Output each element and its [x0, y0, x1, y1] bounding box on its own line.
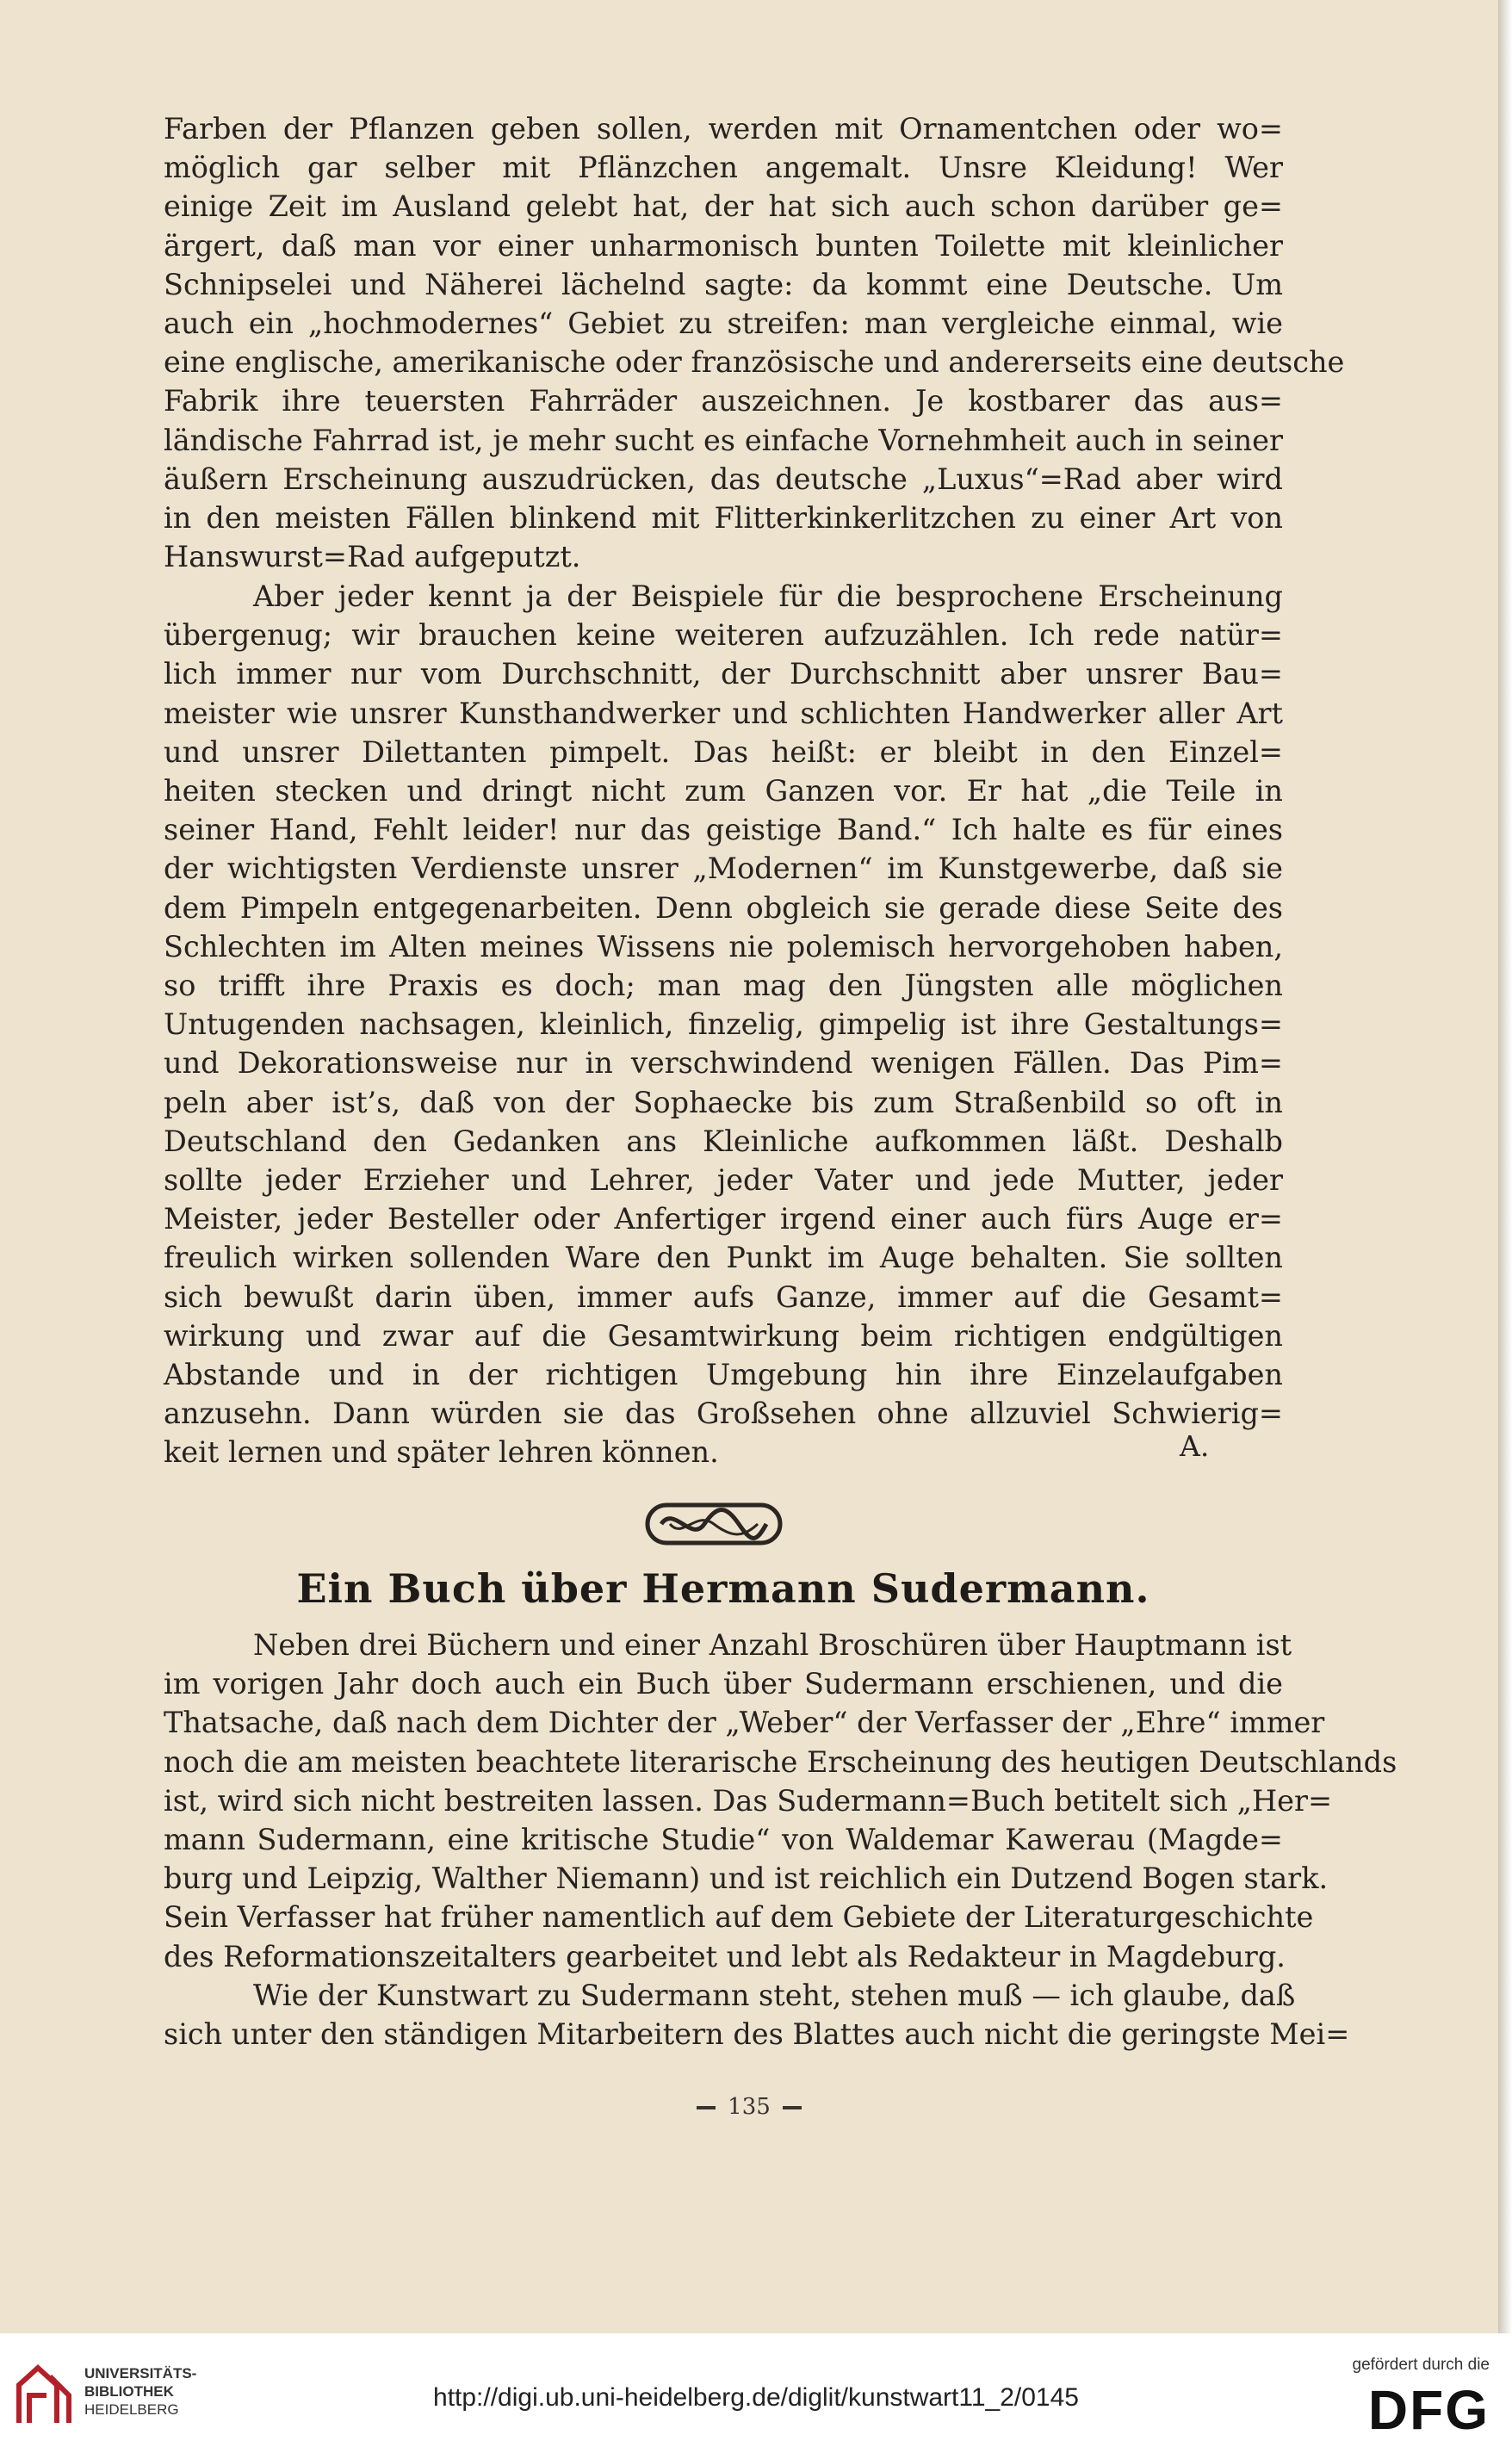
text-line: der wichtigsten Verdienste unsrer „Modernen“ im Kunstgewerbe, daß sie [164, 852, 1283, 886]
text-line: burg und Leipzig, Walther Niemann) und ist reichlich ein Dutzend Bogen stark. [164, 1862, 1329, 1896]
text-line: Wie der Kunstwart zu Sudermann steht, stehen muß — ich glaube, daß [253, 1979, 1296, 2012]
text-line: möglich gar selber mit Pflänzchen angemalt. Unsre Kleidung! Wer [164, 151, 1283, 185]
text-line: im vorigen Jahr doch auch ein Buch über Sudermann erschienen, und die [164, 1667, 1283, 1701]
article2-paragraph2 [164, 1976, 1350, 2054]
page-number-dash-left [697, 2106, 716, 2109]
text-line: in den meisten Fällen blinkend mit Flitterkinkerlitzchen zu einer Art von [164, 501, 1283, 536]
text-line: Untugenden nachsagen, kleinlich, finzelig, gimpelig ist ihre Gestaltungs= [164, 1007, 1283, 1042]
page-edge [1498, 0, 1512, 2333]
text-line: Schnipselei und Näherei lächelnd sagte: da kommt eine Deutsche. Um [164, 267, 1283, 301]
text-line: seiner Hand, Fehlt leider! nur das geistige Band.“ Ich halte es für eines [164, 813, 1283, 847]
dfg-logo: DFG [1367, 2379, 1490, 2441]
institution-line1: UNIVERSITÄTS- [84, 2365, 197, 2382]
text-line: Meister, jeder Besteller oder Anfertiger irgend einer auch fürs Auge er= [164, 1202, 1283, 1236]
text-line: so trifft ihre Praxis es doch; man mag den Jüngsten alle möglichen [164, 969, 1283, 1003]
text-line: einige Zeit im Ausland gelebt hat, der hat sich auch schon darüber ge= [164, 189, 1283, 224]
text-line: peln aber ist’s, daß von der Sophaecke bis zum Straßenbild so oft in [164, 1085, 1283, 1119]
text-line: mann Sudermann, eine kritische Studie“ von Waldemar Kawerau (Magde= [164, 1823, 1283, 1857]
funded-by-label: gefördert durch die [1352, 2356, 1490, 2374]
page-number-dash-right [783, 2106, 802, 2109]
text-line: ländische Fahrrad ist, je mehr sucht es einfache Vornehmheit auch in seiner [164, 423, 1283, 457]
source-url-link[interactable]: http://digi.ub.uni-heidelberg.de/diglit/kunstwart11_2/0145 [433, 2383, 1079, 2412]
text-line: meister wie unsrer Kunsthandwerker und schlichten Handwerker aller Art [164, 696, 1283, 730]
text-line: anzusehn. Dann würden sie das Großsehen ohne allzuviel Schwierig= [164, 1397, 1283, 1431]
text-line: dem Pimpeln entgegenarbeiten. Denn obgleich sie gerade diese Seite des [164, 890, 1283, 925]
text-line: Sein Verfasser hat früher namentlich auf dem Gebiete der Literaturgeschichte [164, 1900, 1314, 1935]
text-line: lich immer nur vom Durchschnitt, der Durchschnitt aber unsrer Bau= [164, 657, 1283, 691]
text-line: sich bewußt darin üben, immer aufs Ganze, immer auf die Gesamt= [164, 1279, 1283, 1314]
institution-line3: HEIDELBERG [84, 2401, 179, 2418]
article1-paragraph1 [164, 109, 1345, 576]
text-line: auch ein „hochmodernes“ Gebiet zu streifen: man vergleiche einmal, wie [164, 307, 1283, 341]
article1-signature: A. [1180, 1429, 1210, 1463]
text-line: Aber jeder kennt ja der Beispiele für die besprochene Erscheinung [253, 579, 1283, 613]
text-line: und unsrer Dilettanten pimpelt. Das heißt: er bleibt in den Einzel= [164, 734, 1283, 769]
text-line: Fabrik ihre teuersten Fahrräder auszeichnen. Je kostbarer das aus= [164, 384, 1283, 418]
text-line: ist, wird sich nicht bestreiten lassen. Das Sudermann=Buch betitelt sich „Her= [164, 1783, 1333, 1818]
text-line: keit lernen und später lehren können. [164, 1435, 719, 1470]
text-line: eine englische, amerikanische oder französische und andererseits eine deutsche [164, 345, 1345, 380]
text-line: sollte jeder Erzieher und Lehrer, jeder Vater und jede Mutter, jeder [164, 1163, 1283, 1198]
section-heading: Ein Buch über Hermann Sudermann. [296, 1565, 1150, 1612]
text-line: Schlechten im Alten meines Wissens nie polemisch hervorgehoben haben, [164, 929, 1283, 963]
text-line: und Dekorationsweise nur in verschwindend wenigen Fällen. Das Pim= [164, 1046, 1283, 1081]
text-line: Neben drei Büchern und einer Anzahl Broschüren über Hauptmann ist [253, 1628, 1292, 1662]
text-line: ärgert, daß man vor einer unharmonisch bunten Toilette mit kleinlicher [164, 228, 1283, 263]
text-line: Thatsache, daß nach dem Dichter der „Weber“ der Verfasser der „Ehre“ immer [164, 1706, 1325, 1740]
institution-line2: BIBLIOTHEK [84, 2383, 174, 2400]
footer-bar [0, 2333, 1512, 2447]
text-line: wirkung und zwar auf die Gesamtwirkung beim richtigen endgültigen [164, 1318, 1283, 1353]
text-line: Abstande und in der richtigen Umgebung hin ihre Einzelaufgaben [164, 1358, 1283, 1392]
text-line: noch die am meisten beachtete literarische Erscheinung des heutigen Deutschlands [164, 1744, 1397, 1779]
text-line: freulich wirken sollenden Ware den Punkt im Auge behalten. Sie sollten [164, 1241, 1283, 1275]
text-line: übergenug; wir brauchen keine weiteren aufzuzählen. Ich rede natür= [164, 618, 1283, 653]
text-line: sich unter den ständigen Mitarbeitern des Blattes auch nicht die geringste Mei= [164, 2017, 1350, 2052]
text-line: Deutschland den Gedanken ans Kleinliche aufkommen läßt. Deshalb [164, 1124, 1283, 1158]
text-line: des Reformationszeitalters gearbeitet und lebt als Redakteur in Magdeburg. [164, 1939, 1286, 1973]
ornamental-divider-icon [644, 1498, 784, 1550]
article1-paragraph2 [164, 577, 1283, 1472]
page-number [0, 2094, 1498, 2120]
text-line: äußern Erscheinung auszudrücken, das deutsche „Luxus“=Rad aber wird [164, 462, 1283, 496]
text-line: heiten stecken und dringt nicht zum Ganzen vor. Er hat „die Teile in [164, 774, 1283, 808]
article2-paragraph1 [164, 1626, 1397, 1976]
page-number-text: 135 [728, 2094, 771, 2120]
text-line: Farben der Pflanzen geben sollen, werden mit Ornamentchen oder wo= [164, 112, 1283, 146]
text-line: Hanswurst=Rad aufgeputzt. [164, 540, 581, 574]
